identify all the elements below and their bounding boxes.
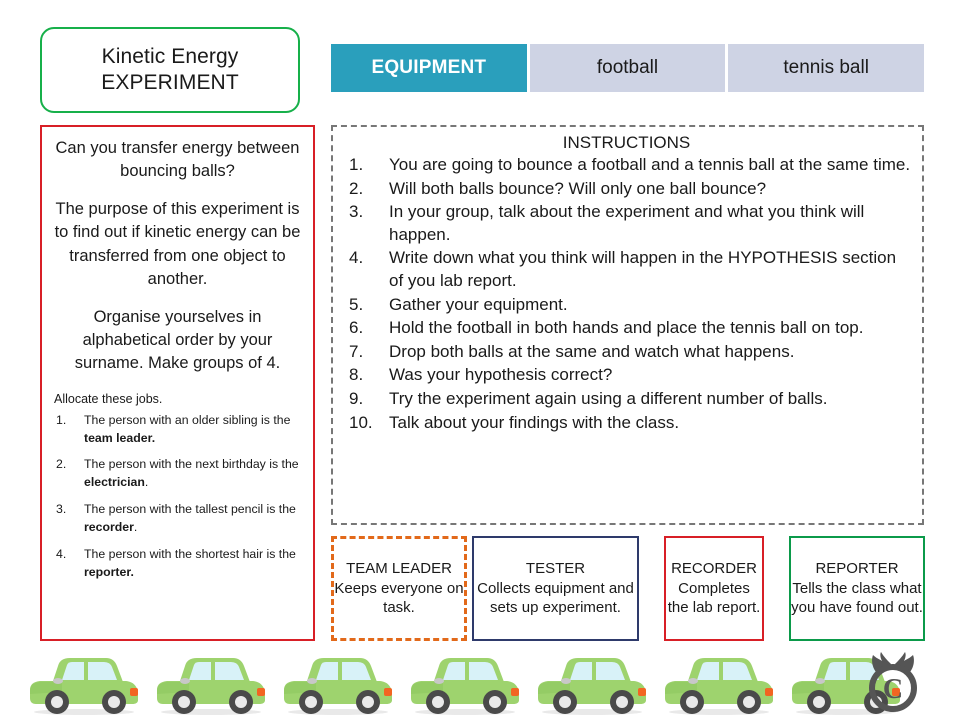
list-item	[341, 317, 912, 340]
list-item	[341, 412, 912, 435]
job-allocation-list	[54, 412, 301, 582]
list-item-number: 8.	[349, 365, 364, 385]
role-description: Collects equipment and sets up experiment.	[477, 579, 634, 617]
list-item-number: 6.	[349, 318, 364, 338]
instructions-list	[341, 154, 912, 434]
list-item-number: 7.	[349, 341, 364, 361]
job-role-name: electrician	[84, 475, 145, 490]
list-item	[54, 501, 301, 537]
job-role-name: recorder	[84, 519, 134, 534]
list-item-text: Talk about your findings with the class.	[389, 412, 680, 432]
grouping-instruction: Organise yourselves in alphabetical order by your surname. Make groups of 4.	[74, 307, 281, 373]
list-item-text: Write down what you think will happen in the HYPOTHESIS section of you lab report.	[389, 248, 897, 291]
list-item-number: 2.	[56, 457, 67, 472]
role-name: TESTER	[525, 559, 586, 577]
experiment-purpose: The purpose of this experiment is to find out if kinetic energy can be transferred from one object to another.	[54, 199, 301, 289]
role-card-reporter	[789, 536, 925, 641]
car-icon	[149, 648, 273, 720]
page-title	[40, 27, 300, 113]
page-title-line2: EXPERIMENT	[101, 71, 239, 94]
list-item-text: In your group, talk about the experiment and what you think will happen.	[389, 202, 865, 244]
spacer	[54, 184, 301, 198]
list-item-number: 3.	[56, 502, 67, 517]
list-item	[341, 154, 912, 177]
list-item	[341, 178, 912, 201]
spacer	[54, 292, 301, 306]
equipment-table	[331, 44, 924, 92]
role-description: Keeps everyone on task.	[334, 579, 464, 617]
list-item	[54, 412, 301, 448]
list-item-number: 2.	[349, 178, 364, 198]
car-graphic	[403, 648, 527, 720]
list-item-number: 9.	[349, 389, 364, 409]
car-graphic	[657, 648, 781, 720]
page-title-line1: Kinetic Energy	[101, 45, 239, 69]
list-item	[54, 546, 301, 582]
list-item-text: Gather your equipment.	[389, 294, 568, 314]
equipment-item-football: football	[530, 44, 726, 92]
list-item-text: Will both balls bounce? Will only one ball bounce?	[389, 178, 767, 198]
list-item-text: Was your hypothesis correct?	[389, 365, 613, 385]
job-text-after: .	[130, 564, 134, 579]
job-role-name: team leader	[84, 430, 152, 445]
list-item	[341, 247, 912, 292]
equipment-item-tennis-ball: tennis ball	[728, 44, 924, 92]
car-icon	[530, 648, 654, 720]
list-item	[54, 456, 301, 492]
role-description: Tells the class what you have found out.	[791, 579, 923, 617]
list-item-number: 10.	[349, 412, 373, 432]
job-text-after: .	[144, 475, 149, 490]
car-graphic	[530, 648, 654, 720]
car-icon	[276, 648, 400, 720]
car-icon	[22, 648, 146, 720]
job-role-name: reporter	[84, 564, 131, 579]
list-item-text: Hold the football in both hands and place the tennis ball on top.	[389, 318, 864, 338]
list-item-text: Try the experiment again using a different number of balls.	[389, 389, 828, 409]
role-name: TEAM LEADER	[346, 559, 452, 577]
job-text-before: The person with an older sibling is the	[84, 412, 291, 427]
list-item	[341, 388, 912, 411]
list-item-text: You are going to bounce a football and a tennis ball at the same time.	[389, 155, 911, 174]
role-name: RECORDER	[671, 559, 757, 577]
list-item-text: Drop both balls at the same and watch what happens.	[389, 341, 795, 361]
job-text-after: .	[151, 430, 156, 445]
list-item-number: 1.	[56, 412, 67, 427]
car-icon	[403, 648, 527, 720]
instructions-heading: INSTRUCTIONS	[562, 133, 691, 152]
list-item	[341, 341, 912, 364]
role-name: REPORTER	[815, 559, 899, 577]
list-item-number: 3.	[349, 202, 364, 222]
role-card-team-leader	[331, 536, 467, 641]
role-description: Completes the lab report.	[667, 579, 761, 617]
role-card-recorder	[664, 536, 764, 641]
logo-letter: C	[882, 674, 904, 705]
car-graphic	[149, 648, 273, 720]
copyright-moose-logo-icon	[860, 652, 926, 714]
list-item-number: 5.	[349, 294, 364, 314]
car-graphic	[22, 648, 146, 720]
role-card-tester	[472, 536, 639, 641]
list-item	[341, 201, 912, 246]
copyright-moose-logo	[860, 652, 926, 714]
car-decoration-strip	[0, 648, 960, 720]
allocate-jobs-heading: Allocate these jobs.	[54, 391, 163, 406]
job-text-before: The person with the shortest hair is the	[84, 546, 296, 561]
list-item-number: 4.	[349, 248, 364, 268]
job-text-before: The person with the next birthday is the	[84, 457, 299, 472]
list-item-number: 1.	[349, 155, 364, 174]
instructions-panel	[331, 125, 924, 525]
list-item-number: 4.	[56, 546, 67, 561]
job-text-before: The person with the tallest pencil is the	[84, 502, 296, 517]
job-text-after: .	[133, 519, 138, 534]
equipment-header-cell: EQUIPMENT	[331, 44, 527, 92]
car-graphic	[276, 648, 400, 720]
list-item	[341, 364, 912, 387]
overview-panel	[40, 125, 315, 641]
car-icon	[657, 648, 781, 720]
list-item	[341, 294, 912, 317]
experiment-question: Can you transfer energy between bouncing balls?	[55, 139, 300, 181]
